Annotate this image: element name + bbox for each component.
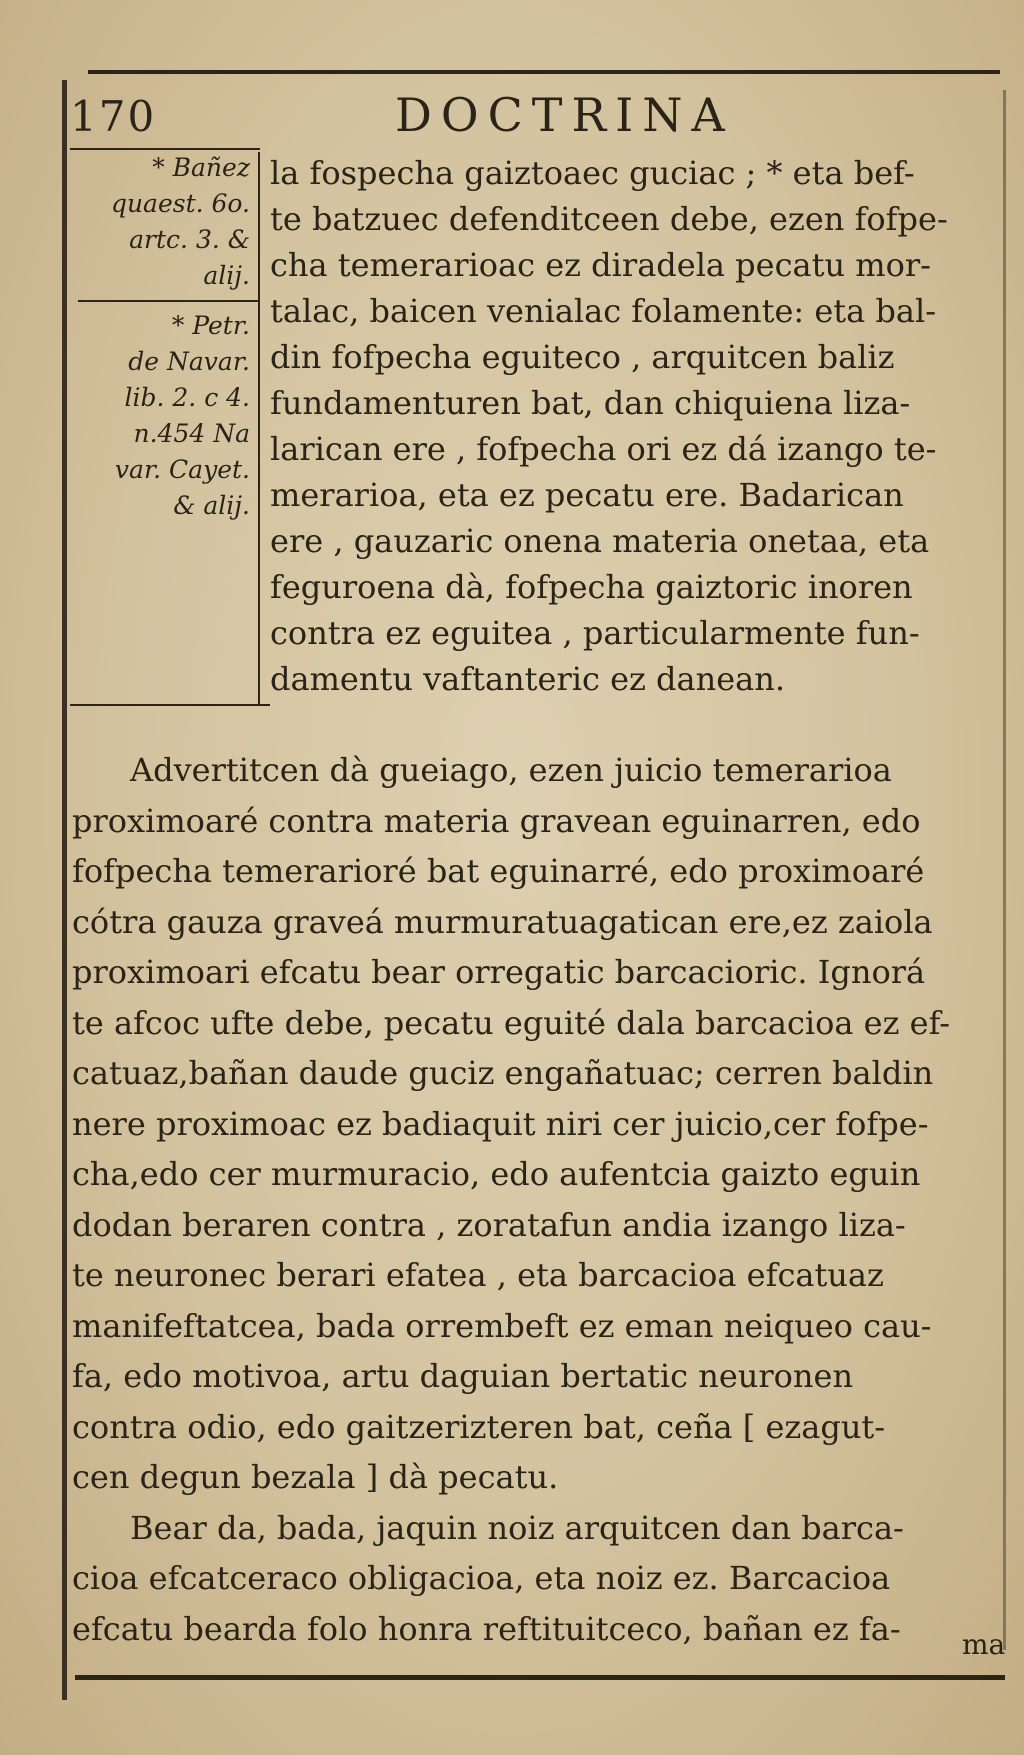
margin-note — [72, 150, 260, 294]
catchword: ma — [962, 1628, 1006, 1661]
text-line: cioa efcatceraco obligacioa, eta noiz ez. Barcacioa — [72, 1559, 891, 1597]
text-line: la fospecha gaiztoaec guciac ; * eta bef- — [270, 154, 915, 192]
text-line: contra odio, edo gaitzerizteren bat, ceña [ ezagut- — [72, 1407, 886, 1446]
running-head: DOCTRINA — [395, 88, 734, 142]
margin-note-separator — [78, 300, 260, 302]
body-text-beside-notes — [270, 150, 1000, 702]
margin-notes — [72, 150, 260, 524]
text-line: merarioa, eta ez pecatu ere. Badarican — [270, 476, 904, 514]
left-page-edge — [62, 80, 67, 1700]
text-line: dodan beraren contra , zoratafun andia izango liza- — [72, 1205, 906, 1244]
right-page-edge — [1003, 90, 1006, 1650]
text-line: damentu vaftanteric ez danean. — [270, 660, 785, 698]
text-line: cen degun bezala ] dà pecatu. — [72, 1458, 559, 1496]
paragraph-first-line: Bear da, bada, jaquin noiz arquitcen dan barca- — [130, 1508, 904, 1547]
text-line: te neuronec berari efatea , eta barcacioa efcatuaz — [72, 1256, 884, 1294]
margin-note-line: n.454 Na — [133, 419, 250, 448]
margin-note-line: de Navar. — [128, 347, 250, 376]
margin-note-line: alij. — [203, 261, 250, 290]
text-line: cha temerarioac ez diradela pecatu mor- — [270, 246, 931, 284]
text-line: talac, baicen venialac folamente: eta bal- — [270, 292, 937, 330]
text-line: ere , gauzaric onena materia onetaa, eta — [270, 522, 930, 560]
text-line: fundamenturen bat, dan chiquiena liza- — [270, 384, 911, 422]
page-number: 170 — [70, 92, 157, 141]
text-line: efcatu bearda folo honra reftituitceco, bañan ez fa- — [72, 1609, 901, 1648]
body-text — [72, 745, 1002, 1654]
text-line: te afcoc ufte debe, pecatu eguité dala barcacioa ez ef- — [72, 1003, 951, 1042]
text-line: feguroena dà, fofpecha gaiztoric inoren — [270, 568, 913, 606]
margin-note-line: * Petr. — [171, 311, 250, 340]
text-line: nere proximoac ez badiaquit niri cer juicio,cer fofpe- — [72, 1104, 929, 1143]
text-line: larican ere , fofpecha ori ez dá izango te- — [270, 430, 937, 468]
text-line: cótra gauza graveá murmuratuagatican ere,ez zaiola — [72, 902, 933, 941]
margin-note-line: var. Cayet. — [114, 455, 250, 484]
text-line: proximoari efcatu bear orregatic barcacioric. Ignorá — [72, 953, 926, 991]
margin-note-line: * Bañez — [152, 153, 250, 182]
bottom-rule — [75, 1675, 1005, 1680]
margin-note-line: artc. 3. & — [129, 225, 250, 254]
top-rule — [88, 70, 1000, 74]
text-line: manifeftatcea, bada orrembeft ez eman neiqueo cau- — [72, 1306, 932, 1345]
text-line: catuaz,bañan daude guciz engañatuac; cerren baldin — [72, 1054, 934, 1092]
text-line: proximoaré contra materia gravean eguinarren, edo — [72, 801, 921, 840]
text-line: cha,edo cer murmuracio, edo aufentcia gaizto eguin — [72, 1155, 921, 1193]
margin-note-line: quaest. 6o. — [110, 189, 250, 218]
text-line: din fofpecha eguiteco , arquitcen baliz — [270, 338, 895, 376]
text-line: te batzuec defenditceen debe, ezen fofpe- — [270, 200, 948, 238]
text-line: fa, edo motivoa, artu daguian bertatic neuronen — [72, 1357, 854, 1395]
text-line: fofpecha temerarioré bat eguinarré, edo proximoaré — [72, 852, 925, 890]
margin-note-bottom-rule — [70, 704, 270, 706]
margin-note-line: & alij. — [173, 491, 250, 520]
paragraph-first-line: Advertitcen dà gueiago, ezen juicio temerarioa — [130, 751, 892, 789]
margin-note — [72, 308, 260, 524]
text-line: contra ez eguitea , particularmente fun- — [270, 614, 920, 652]
margin-note-line: lib. 2. c 4. — [124, 383, 250, 412]
